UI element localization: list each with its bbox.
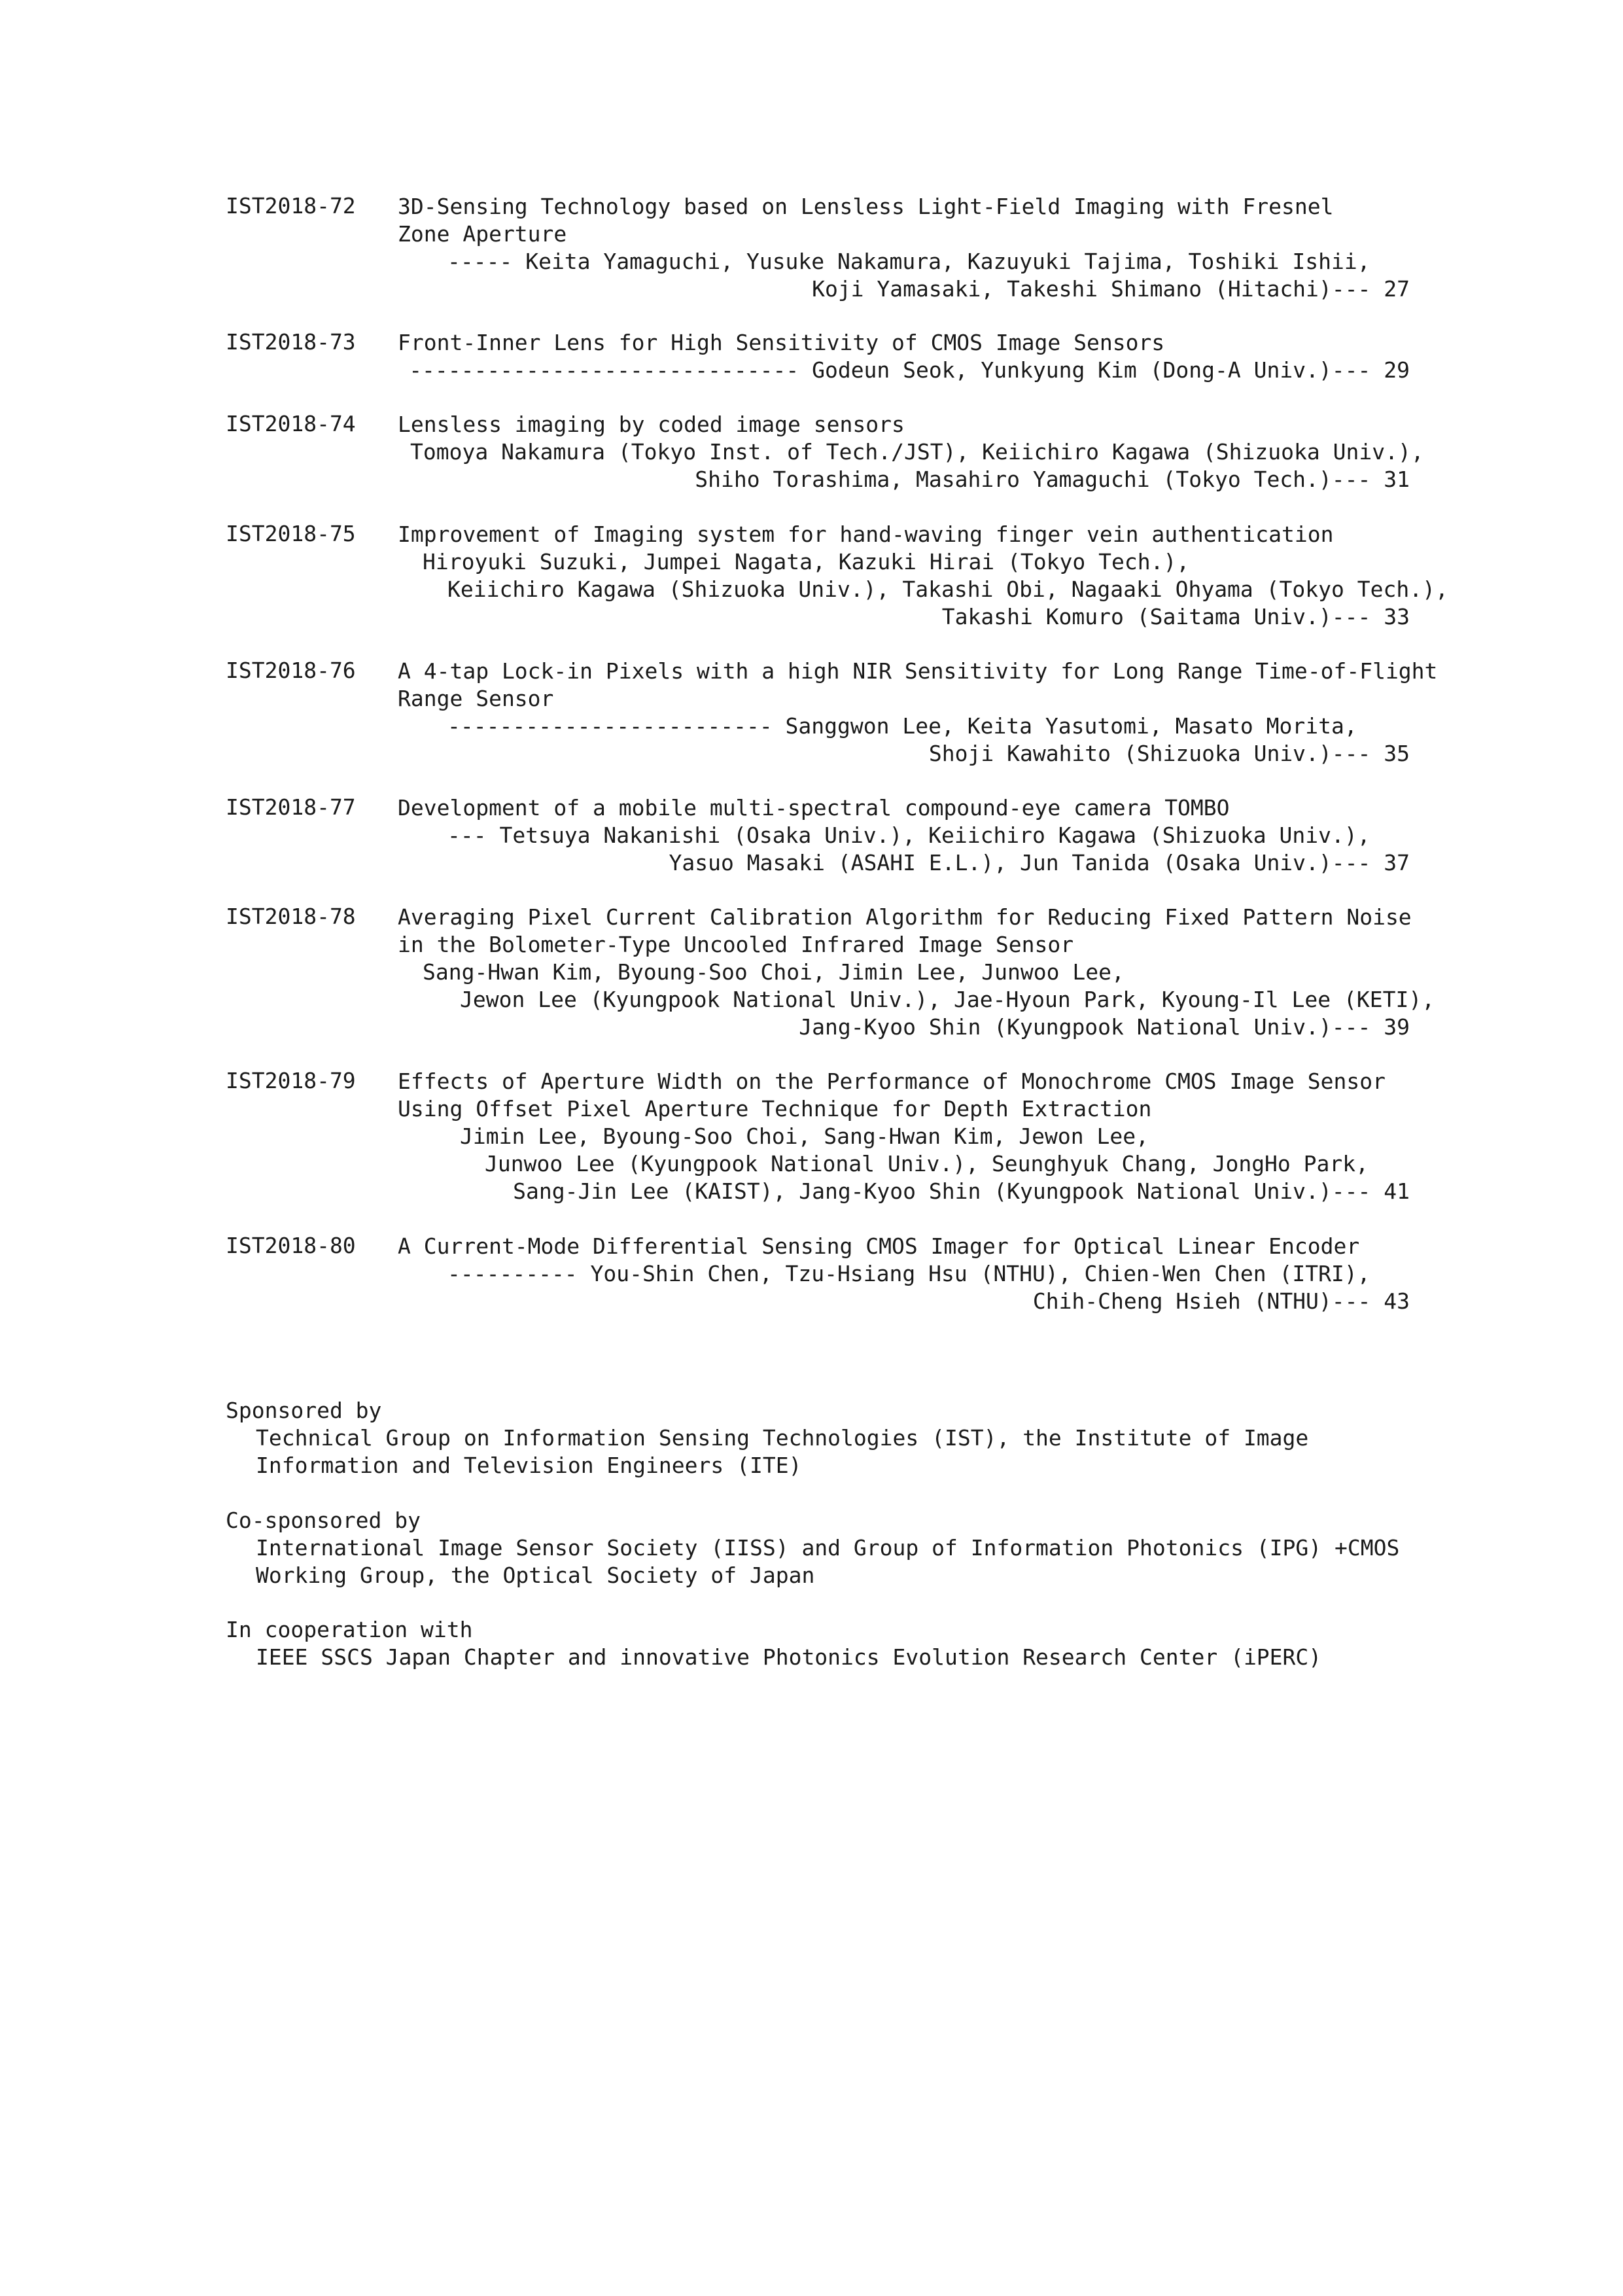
entry-body — [398, 193, 1410, 303]
entry-title-line: Range Sensor — [398, 686, 554, 711]
entry-title-line: Averaging Pixel Current Calibration Algorithm for Reducing Fixed Pattern Noise — [398, 904, 1412, 930]
entry-body — [398, 329, 1410, 384]
entry-body — [398, 794, 1410, 877]
entry-body — [398, 904, 1435, 1041]
entry-author-line: Shoji Kawahito (Shizuoka Univ.)--- 35 — [928, 741, 1410, 766]
entry-id: IST2018-74 — [226, 411, 356, 436]
entry-title-line: Using Offset Pixel Aperture Technique for Depth Extraction — [398, 1096, 1152, 1122]
section-heading: In cooperation with — [226, 1617, 473, 1642]
entry-id: IST2018-80 — [226, 1233, 356, 1258]
entry-author-line: Tomoya Nakamura (Tokyo Inst. of Tech./JST), Keiichiro Kagawa (Shizuoka Univ.), — [410, 439, 1424, 465]
entry-author-line: Sang-Hwan Kim, Byoung-Soo Choi, Jimin Lee, Junwoo Lee, — [423, 959, 1125, 985]
entry-author-line: Jimin Lee, Byoung-Soo Choi, Sang-Hwan Kim, Jewon Lee, — [460, 1123, 1149, 1149]
entry-body — [398, 1068, 1410, 1205]
entry-body — [398, 1233, 1410, 1315]
entry-id: IST2018-72 — [226, 193, 356, 219]
entry-title-line: Improvement of Imaging system for hand-waving finger vein authentication — [398, 521, 1334, 547]
entry-author-line: ------------------------- Sanggwon Lee, Keita Yasutomi, Masato Morita, — [447, 713, 1357, 739]
entry-id: IST2018-78 — [226, 904, 356, 929]
entry-body — [398, 521, 1448, 631]
entry-id: IST2018-77 — [226, 794, 356, 820]
entry-title-line: A Current-Mode Differential Sensing CMOS Imager for Optical Linear Encoder — [398, 1233, 1360, 1259]
in-cooperation-section — [226, 1616, 1410, 1671]
entry-author-line: Sang-Jin Lee (KAIST), Jang-Kyoo Shin (Kyungpook National Univ.)--- 41 — [513, 1178, 1410, 1204]
entry-author-line: Hiroyuki Suzuki, Jumpei Nagata, Kazuki Hirai (Tokyo Tech.), — [423, 549, 1190, 574]
entry-title-line: Development of a mobile multi-spectral compound-eye camera TOMBO — [398, 795, 1230, 821]
entry-title-line: A 4-tap Lock-in Pixels with a high NIR Sensitivity for Long Range Time-of-Flight — [398, 658, 1438, 684]
entry-body — [398, 411, 1424, 493]
entry-id: IST2018-76 — [226, 658, 356, 683]
entry-body — [398, 658, 1438, 768]
section-heading: Sponsored by — [226, 1398, 382, 1423]
entry-author-line: Jewon Lee (Kyungpook National Univ.), Jae-Hyoun Park, Kyoung-Il Lee (KETI), — [460, 987, 1435, 1012]
section-text: International Image Sensor Society (IISS) and Group of Information Photonics (IPG) +CMOS Working Group, the Optical Society of Japan — [256, 1535, 1400, 1588]
entry-author-line: Koji Yamasaki, Takeshi Shimano (Hitachi)--- 27 — [812, 276, 1410, 302]
section-text: IEEE SSCS Japan Chapter and innovative Photonics Evolution Research Center (iPERC) — [256, 1644, 1322, 1670]
entry-title-line: 3D-Sensing Technology based on Lensless Light-Field Imaging with Fresnel — [398, 194, 1334, 219]
entry-author-line: Shiho Torashima, Masahiro Yamaguchi (Tokyo Tech.)--- 31 — [695, 467, 1410, 492]
entry-title-line: Lensless imaging by coded image sensors — [398, 412, 905, 437]
entry-id: IST2018-75 — [226, 521, 356, 546]
entry-author-line: Yasuo Masaki (ASAHI E.L.), Jun Tanida (Osaka Univ.)--- 37 — [669, 850, 1410, 875]
entry-author-line: --- Tetsuya Nakanishi (Osaka Univ.), Keiichiro Kagawa (Shizuoka Univ.), — [447, 822, 1370, 848]
entry-id: IST2018-79 — [226, 1068, 356, 1093]
entry-author-line: Junwoo Lee (Kyungpook National Univ.), Seunghyuk Chang, JongHo Park, — [485, 1151, 1369, 1176]
entry-author-line: Takashi Komuro (Saitama Univ.)--- 33 — [941, 604, 1410, 629]
entry-author-line: ------------------------------ Godeun Seok, Yunkyung Kim (Dong-A Univ.)--- 29 — [409, 357, 1410, 383]
entry-title-line: in the Bolometer-Type Uncooled Infrared Image Sensor — [398, 932, 1074, 957]
entry-author-line: Keiichiro Kagawa (Shizuoka Univ.), Takashi Obi, Nagaaki Ohyama (Tokyo Tech.), — [447, 576, 1448, 602]
entry-author-line: Jang-Kyoo Shin (Kyungpook National Univ.)--- 39 — [799, 1014, 1410, 1040]
entry-title-line: Effects of Aperture Width on the Performance of Monochrome CMOS Image Sensor — [398, 1069, 1386, 1094]
entry-author-line: Chih-Cheng Hsieh (NTHU)--- 43 — [1032, 1288, 1410, 1314]
entry-author-line: ---------- You-Shin Chen, Tzu-Hsiang Hsu (NTHU), Chien-Wen Chen (ITRI), — [447, 1261, 1370, 1286]
entry-id: IST2018-73 — [226, 329, 356, 355]
section-text: Technical Group on Information Sensing Technologies (IST), the Institute of Image Information and Television Engineers (ITE) — [256, 1425, 1309, 1478]
entry-author-line: ----- Keita Yamaguchi, Yusuke Nakamura, Kazuyuki Tajima, Toshiki Ishii, — [447, 249, 1370, 274]
sponsored-by-section — [226, 1397, 1410, 1479]
co-sponsored-by-section — [226, 1507, 1410, 1589]
entry-title-line: Zone Aperture — [398, 221, 567, 247]
entry-title-line: Front-Inner Lens for High Sensitivity of CMOS Image Sensors — [398, 330, 1165, 355]
section-heading: Co-sponsored by — [226, 1508, 421, 1533]
